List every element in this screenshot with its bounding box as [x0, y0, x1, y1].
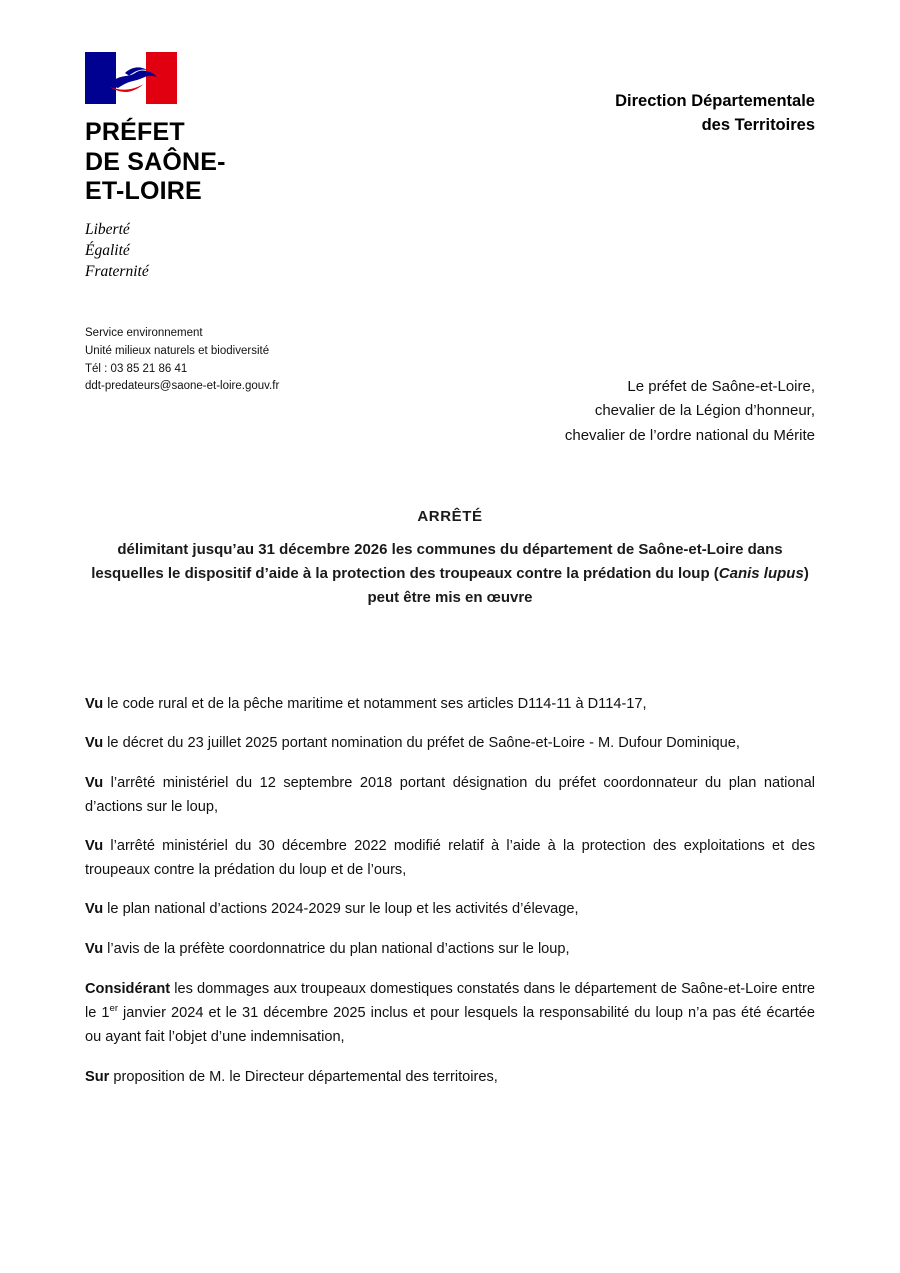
visa-label: Vu	[85, 774, 104, 791]
prefecture-title-line-1: PRÉFET	[85, 118, 185, 146]
considerant-text-part1: les dommages aux troupeaux domestiques constatés dans le département de Saône-et-Loire entre le 1	[85, 980, 815, 1022]
prefect-ordre-merite: chevalier de l’ordre national du Mérite	[564, 426, 815, 444]
issuing-direction	[415, 90, 815, 138]
visa-text: l’arrêté ministériel du 12 septembre 2018 portant désignation du préfet coordonnateur du plan national d’actions sur le loup,	[85, 774, 815, 815]
decree-body	[85, 678, 815, 1089]
visa-text: l’avis de la préfète coordonnatrice du plan national d’actions sur le loup,	[103, 941, 570, 958]
motto-liberte: Liberté	[85, 220, 130, 238]
visa-item	[85, 938, 815, 962]
direction-line-2: des Territoires	[701, 115, 815, 134]
visa-label: Vu	[85, 838, 104, 855]
visa-item	[85, 732, 815, 756]
visa-text: le décret du 23 juillet 2025 portant nomination du préfet de Saône-et-Loire - M. Dufour Dominique,	[103, 735, 740, 752]
motto-egalite: Égalité	[85, 241, 130, 259]
service-name: Service environnement	[85, 327, 203, 339]
considerant-text-part2: janvier 2024 et le 31 décembre 2025 inclus et pour lesquels la responsabilité du loup n’a pas été écartée ou ayant fait l’objet d’une indemnisation,	[85, 1005, 815, 1045]
prefecture-title-line-3: ET-LOIRE	[85, 177, 202, 205]
proposition-text: proposition de M. le Directeur départemental des territoires,	[109, 1068, 498, 1085]
ordinal-suffix: er	[109, 1003, 119, 1015]
decree-subject-part1: délimitant jusqu’au 31 décembre 2026 les communes du département de Saône-et-Loire dans lesquelles le dispositif d’aide à la protection des troupeaux contre la prédation du loup (	[91, 541, 783, 582]
decree-subject	[85, 538, 815, 610]
french-flag-icon	[85, 52, 177, 104]
motto-fraternite: Fraternité	[85, 262, 149, 280]
proposition-label: Sur	[85, 1068, 110, 1085]
flag-white-band	[116, 52, 147, 104]
proposition-item	[85, 1066, 815, 1090]
prefect-title: Le préfet de Saône-et-Loire,	[627, 378, 815, 395]
direction-line-1: Direction Départementale	[615, 92, 815, 110]
service-contact-block	[85, 325, 279, 396]
republic-motto	[85, 219, 415, 282]
prefecture-brand-block	[85, 52, 415, 282]
visa-item	[85, 772, 815, 819]
decree-subject-species: Canis lupus	[718, 565, 804, 582]
document-header	[85, 52, 815, 280]
visa-text: le plan national d’actions 2024-2029 sur le loup et les activités d’élevage,	[103, 901, 579, 918]
visa-text: le code rural et de la pêche maritime et notamment ses articles D114-11 à D114-17,	[103, 695, 647, 712]
decree-title-block	[85, 508, 815, 610]
prefecture-title	[85, 118, 415, 207]
visa-label: Vu	[85, 941, 104, 958]
service-unit: Unité milieux naturels et biodiversité	[85, 344, 270, 357]
visa-item	[85, 835, 815, 882]
considerant-label: Considérant	[85, 980, 171, 997]
visa-label: Vu	[85, 901, 104, 918]
visa-item	[85, 898, 815, 922]
considerant-item	[85, 978, 815, 1050]
flag-red-band	[146, 52, 177, 104]
prefect-qualities	[385, 375, 815, 448]
visa-item	[85, 693, 815, 717]
visa-text: l’arrêté ministériel du 30 décembre 2022 modifié relatif à l’aide à la protection des exploitations et des troupeaux contre la prédation du loup et de l’ours,	[85, 838, 815, 878]
visa-label: Vu	[85, 735, 104, 752]
decree-subject-part2: ) peut être mis en œuvre	[367, 565, 809, 606]
prefect-legion-honneur: chevalier de la Légion d’honneur,	[594, 402, 815, 420]
service-email: ddt-predateurs@saone-et-loire.gouv.fr	[85, 380, 280, 393]
decree-heading: ARRÊTÉ	[417, 508, 483, 525]
visa-label: Vu	[85, 695, 104, 712]
flag-blue-band	[85, 52, 116, 104]
prefecture-title-line-2: DE SAÔNE-	[85, 147, 226, 176]
service-phone: Tél : 03 85 21 86 41	[85, 362, 188, 375]
